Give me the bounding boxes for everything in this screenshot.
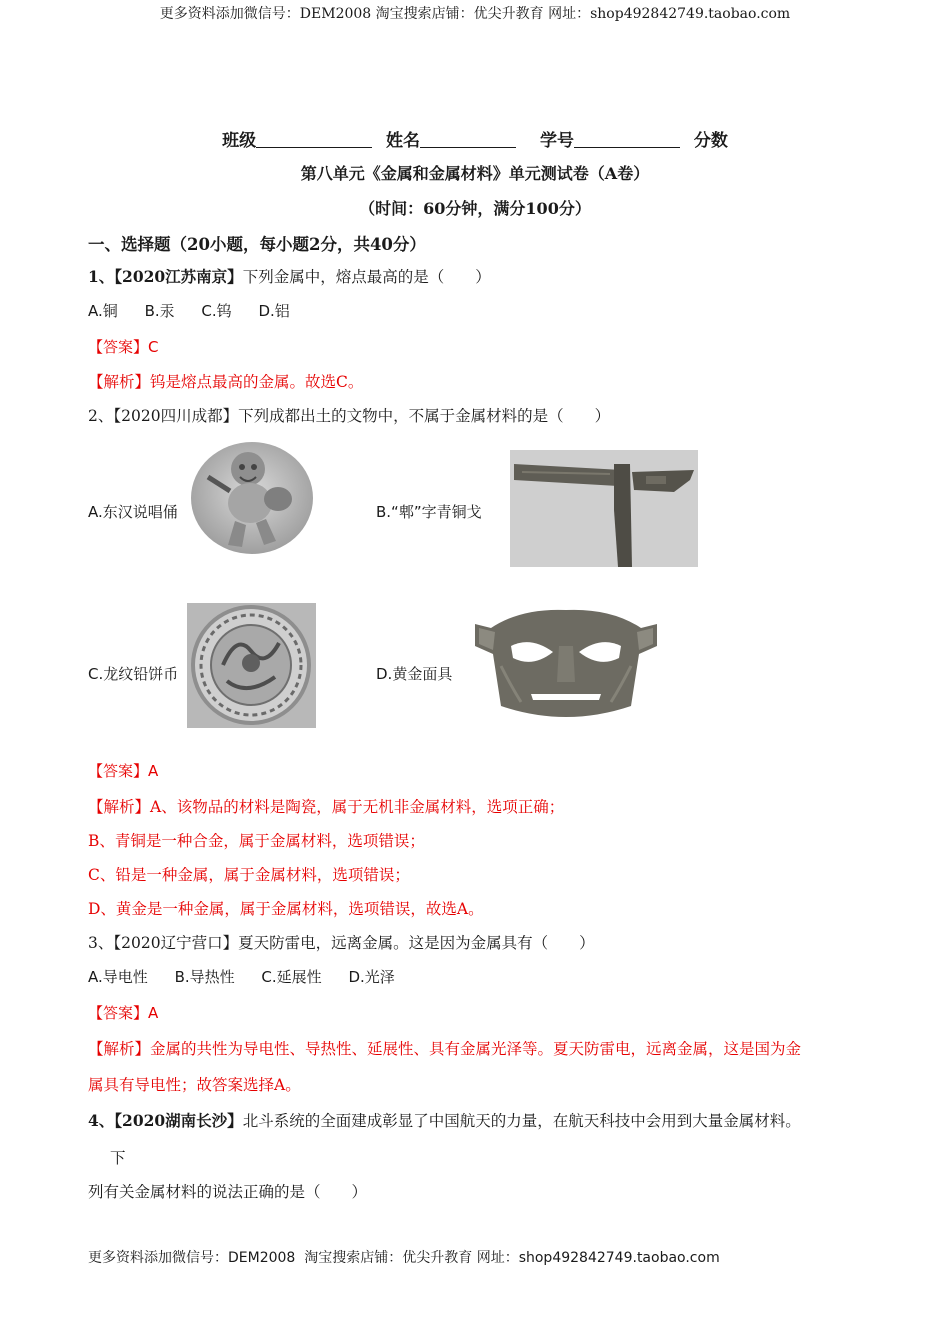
- q2-answer: 【答案】A: [88, 762, 159, 780]
- q4-stem-cont-2: 列有关金属材料的说法正确的是（ ）: [88, 1183, 368, 1201]
- gold-mask-image: [471, 606, 661, 722]
- q1-answer: 【答案】C: [88, 338, 159, 356]
- q1-option-b: B.汞: [144, 302, 175, 320]
- id-blank: [574, 131, 680, 148]
- id-label: 学号: [539, 131, 574, 151]
- q1-stem-line: [88, 265, 491, 287]
- q1-options: [88, 300, 312, 321]
- exam-title: 第八单元《金属和金属材料》单元测试卷（A卷）: [300, 164, 650, 183]
- q3-option-d: D.光泽: [348, 968, 395, 986]
- q4-stem-cont-1: 下: [110, 1149, 126, 1167]
- q2-option-b-label: B.“郫”字青铜戈: [376, 503, 482, 521]
- q2-stem: 下列成都出土的文物中，不属于金属材料的是（ ）: [238, 407, 611, 425]
- page-header: 更多资料添加微信号：DEM2008 淘宝搜索店铺：优尖升教育 网址：shop492842749.taobao.com: [159, 6, 791, 22]
- q3-analysis-line-1: 【解析】金属的共性为导电性、导热性、延展性、具有金属光泽等。夏天防雷电，远离金属，这是国为金: [88, 1040, 802, 1058]
- footer-url: shop492842749.taobao.com: [518, 1250, 720, 1266]
- q4-number: 4、: [88, 1111, 115, 1130]
- score-label: 分数: [693, 131, 728, 151]
- q2-option-c-label: C.龙纹铅饼币: [88, 665, 179, 683]
- q3-option-b: B.导热性: [174, 968, 235, 986]
- q1-analysis: 【解析】钨是熔点最高的金属。故选C。: [88, 373, 364, 391]
- exam-info-line: [0, 126, 950, 151]
- q3-options: [88, 966, 417, 987]
- q3-answer: 【答案】A: [88, 1004, 159, 1022]
- q3-analysis-line-2: 属具有导电性；故答案选择A。: [88, 1076, 301, 1094]
- q1-option-a: A.铜: [88, 302, 118, 320]
- q1-option-c: C.钨: [201, 302, 232, 320]
- name-blank: [420, 131, 516, 148]
- q3-option-a: A.导电性: [88, 968, 148, 986]
- q2-tag: 【2020四川成都】: [113, 407, 239, 425]
- q3-number: 3、: [88, 934, 114, 952]
- q2-analysis-line-3: C、铅是一种金属，属于金属材料，选项错误；: [88, 866, 410, 884]
- class-blank: [256, 131, 372, 148]
- q2-analysis-line-4: D、黄金是一种金属，属于金属材料，选项错误，故选A。: [88, 900, 484, 918]
- q1-number: 1、: [88, 267, 115, 286]
- q1-stem: 下列金属中，熔点最高的是（ ）: [242, 268, 491, 286]
- q2-number: 2、: [88, 407, 114, 425]
- q1-tag: 【2020江苏南京】: [114, 267, 243, 286]
- q1-option-d: D.铝: [258, 302, 290, 320]
- q2-analysis-line-2: B、青铜是一种合金，属于金属材料，选项错误；: [88, 832, 425, 850]
- footer-prefix: 更多资料添加微信号：: [88, 1250, 228, 1266]
- exam-subtitle: （时间：60分钟，满分100分）: [359, 199, 591, 218]
- q3-stem-line: [88, 931, 595, 953]
- footer-shop: 淘宝搜索店铺：优尖升教育 网址：: [295, 1250, 519, 1266]
- figurine-image: [190, 441, 314, 555]
- q2-analysis-line-1: 【解析】A、该物品的材料是陶瓷，属于无机非金属材料，选项正确；: [88, 798, 565, 816]
- q2-stem-line: [88, 404, 610, 426]
- q2-option-a-label: A.东汉说唱俑: [88, 503, 178, 521]
- name-label: 姓名: [386, 131, 421, 151]
- q3-tag: 【2020辽宁营口】: [113, 934, 239, 952]
- q4-stem-line: [88, 1109, 801, 1131]
- section-heading: 一、选择题（20小题，每小题2分，共40分）: [88, 235, 426, 254]
- page-footer: [88, 1247, 720, 1267]
- q4-stem: 北斗系统的全面建成彰显了中国航天的力量，在航天科技中会用到大量金属材料。: [242, 1112, 801, 1130]
- footer-wechat: DEM2008: [228, 1250, 296, 1266]
- q4-tag: 【2020湖南长沙】: [114, 1111, 243, 1130]
- q3-stem: 夏天防雷电，远离金属。这是因为金属具有（ ）: [238, 934, 595, 952]
- class-label: 班级: [222, 131, 257, 151]
- q3-option-c: C.延展性: [261, 968, 322, 986]
- coin-image: [187, 603, 316, 728]
- bronze-ge-image: [510, 450, 698, 567]
- q2-option-d-label: D.黄金面具: [376, 665, 453, 683]
